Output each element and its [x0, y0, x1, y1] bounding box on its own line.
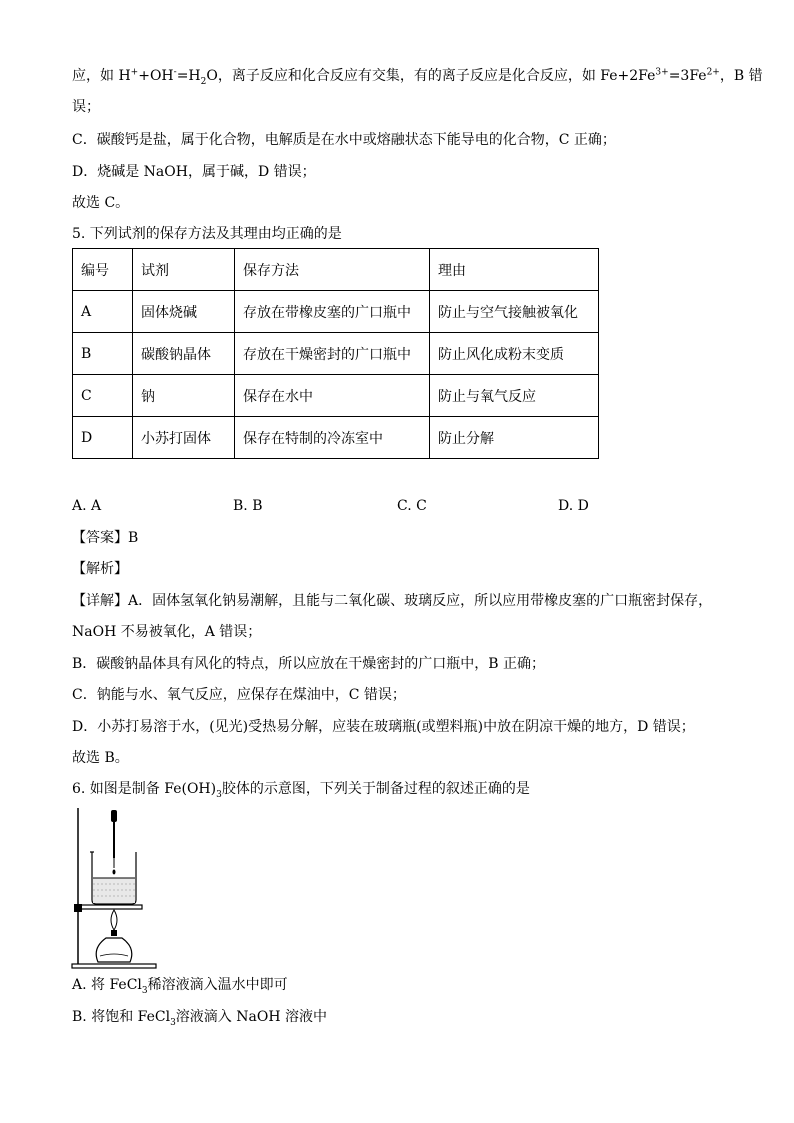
- q5-table: [72, 248, 599, 459]
- q5-option-d: D. D: [558, 498, 589, 514]
- table-cell: 防止与空气接触被氧化: [430, 291, 599, 333]
- table-cell: 碳酸钠晶体: [133, 333, 235, 375]
- flame: [111, 910, 117, 930]
- prev-line-3: C．碳酸钙是盐，属于化合物，电解质是在水中或熔融状态下能导电的化合物，C 正确；: [72, 132, 616, 148]
- q5-detail-line-5: D．小苏打易溶于水，(见光)受热易分解，应装在玻璃瓶(或塑料瓶)中放在阴凉干燥的地方，D 错误；: [72, 719, 695, 735]
- beaker-liquid: [93, 878, 135, 903]
- alcohol-lamp: [96, 938, 132, 962]
- stand-base: [72, 964, 156, 968]
- detail-label: 【详解】: [72, 593, 128, 609]
- prev-line-5: 故选 C。: [72, 195, 130, 211]
- table-row: [73, 291, 599, 333]
- table-row: [73, 375, 599, 417]
- q5-option-c: C. C: [397, 498, 427, 514]
- q5-detail-line-1: 【详解】A．固体氢氧化钠易潮解，且能与二氧化碳、玻璃反应，所以应用带橡皮塞的广口瓶密封保存，: [72, 593, 713, 609]
- q5-stem: 5. 下列试剂的保存方法及其理由均正确的是: [72, 226, 342, 242]
- prev-line-4: D．烧碱是 NaOH，属于碱，D 错误；: [72, 164, 316, 180]
- liquid-drop: [113, 870, 116, 875]
- q5-detail-line-3: B．碳酸钠晶体具有风化的特点，所以应放在干燥密封的广口瓶中，B 正确；: [72, 656, 546, 672]
- table-header-cell: 保存方法: [235, 249, 430, 291]
- prev-line-2: 误；: [72, 99, 100, 115]
- q5-detail-line-2: NaOH 不易被氧化，A 错误；: [72, 624, 262, 640]
- q5-answer: [72, 528, 138, 548]
- q5-analysis-label: 【解析】: [72, 561, 128, 577]
- table-row: [73, 333, 599, 375]
- answer-value: B: [128, 530, 139, 546]
- table-row: [73, 417, 599, 459]
- table-cell: 固体烧碱: [133, 291, 235, 333]
- table-cell: 保存在特制的冷冻室中: [235, 417, 430, 459]
- table-cell: 存放在干燥密封的广口瓶中: [235, 333, 430, 375]
- table-cell: 保存在水中: [235, 375, 430, 417]
- q5-detail-line-6: 故选 B。: [72, 750, 129, 766]
- q6-option-b: B. 将饱和 FeCl$_3$溶液滴入 NaOH 溶液中: [72, 1009, 327, 1028]
- q6-stem: 6. 如图是制备 $Fe(OH)_3$胶体的示意图，下列关于制备过程的叙述正确的是: [72, 781, 530, 800]
- table-cell: D: [73, 417, 133, 459]
- q6-option-a: A. 将 FeCl$_3$稀溶液滴入温水中即可: [72, 977, 288, 996]
- table-cell: 存放在带橡皮塞的广口瓶中: [235, 291, 430, 333]
- table-cell: 钠: [133, 375, 235, 417]
- prev-line-1: 应，如 $H^++OH^-=H_2O$，离子反应和化合反应有交集，有的离子反应是化合反应，如 $Fe+2Fe^{3+}=3Fe^{2+}$，B 错: [72, 67, 763, 87]
- table-cell: C: [73, 375, 133, 417]
- q5-option-b: B. B: [233, 498, 263, 514]
- lamp-wick-holder: [111, 930, 117, 936]
- answer-label: 【答案】: [72, 530, 128, 546]
- table-cell: 小苏打固体: [133, 417, 235, 459]
- table-cell: 防止风化成粉末变质: [430, 333, 599, 375]
- table-header-row: [73, 249, 599, 291]
- apparatus-illustration: [70, 806, 160, 971]
- table-header-cell: 编号: [73, 249, 133, 291]
- dropper-bulb: [111, 810, 117, 822]
- ring-platform: [80, 905, 142, 909]
- q5-detail-line-4: C．钠能与水、氧气反应，应保存在煤油中，C 错误；: [72, 687, 406, 703]
- table-cell: A: [73, 291, 133, 333]
- table-header-cell: 试剂: [133, 249, 235, 291]
- table-header-cell: 理由: [430, 249, 599, 291]
- q5-option-a: A. A: [72, 498, 102, 514]
- table-cell: B: [73, 333, 133, 375]
- table-cell: 防止分解: [430, 417, 599, 459]
- table-cell: 防止与氧气反应: [430, 375, 599, 417]
